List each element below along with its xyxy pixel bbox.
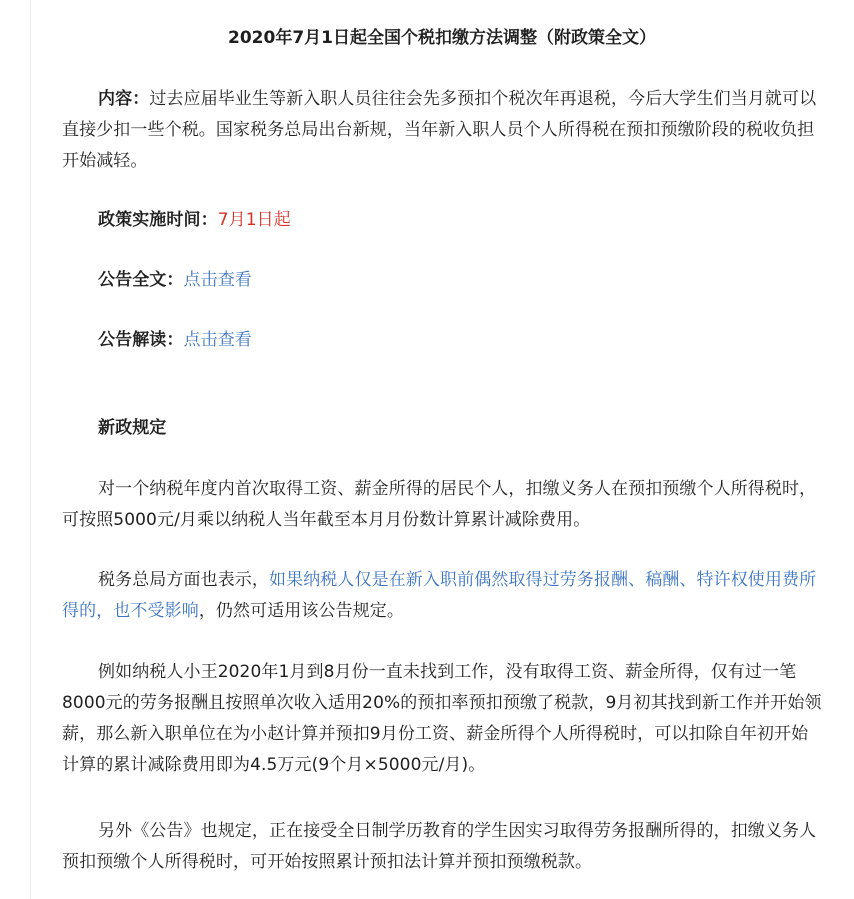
student-paragraph: 另外《公告》也规定，正在接受全日制学历教育的学生因实习取得劳务报酬所得的，扣缴义务人预扣预缴个人所得税时，可开始按照累计预扣法计算并预扣预缴税款。: [62, 821, 817, 872]
clarification-highlight: 如果纳税人仅是在新入职前偶然取得过劳务报酬、稿酬、特许权使用费所得的，也不受影响: [62, 570, 817, 621]
clarification-intro: 税务总局方面也表示，: [98, 570, 269, 590]
full-text-row: [62, 265, 822, 296]
summary-text: 过去应届毕业生等新入职人员往往会先多预扣个税次年再退税，今后大学生们当月就可以直接少扣一些个税。国家税务总局出台新规，当年新入职人员个人所得税在预扣预缴阶段的税收负担开始减轻。: [62, 89, 817, 171]
effective-date-label: 政策实施时间：: [98, 210, 218, 230]
example-paragraph: 例如纳税人小王2020年1月到8月份一直未找到工作，没有取得工资、薪金所得，仅有过一笔8000元的劳务报酬且按照单次收入适用20%的预扣率预扣预缴了税款，9月初其找到新工作并开始领薪，那么新入职单位在为小赵计算并预扣9月份工资、薪金所得个人所得税时，可以扣除自年初开始计算的累计减除费用即为4.5万元(9个月×5000元/月)。: [62, 662, 822, 775]
interpretation-link[interactable]: 点击查看: [183, 330, 252, 350]
interpretation-label: 公告解读：: [98, 330, 184, 350]
article-title: 2020年7月1日起全国个税扣缴方法调整（附政策全文）: [228, 28, 656, 48]
full-text-link[interactable]: 点击查看: [183, 270, 252, 290]
left-border: [30, 0, 31, 899]
interpretation-row: [62, 325, 822, 356]
summary-paragraph: [62, 84, 822, 177]
effective-date-value: 7月1日起: [217, 210, 291, 230]
rule-paragraph: 对一个纳税年度内首次取得工资、薪金所得的居民个人，扣缴义务人在预扣预缴个人所得税时，可按照5000元/月乘以纳税人当年截至本月月份数计算累计减除费用。: [62, 479, 817, 530]
full-text-label: 公告全文：: [98, 270, 184, 290]
summary-label: 内容：: [98, 89, 150, 109]
effective-date-row: [62, 205, 822, 236]
section-heading: 新政规定: [98, 418, 167, 438]
clarification-paragraph: [62, 565, 822, 627]
clarification-outro: ，仍然可适用该公告规定。: [198, 601, 405, 621]
